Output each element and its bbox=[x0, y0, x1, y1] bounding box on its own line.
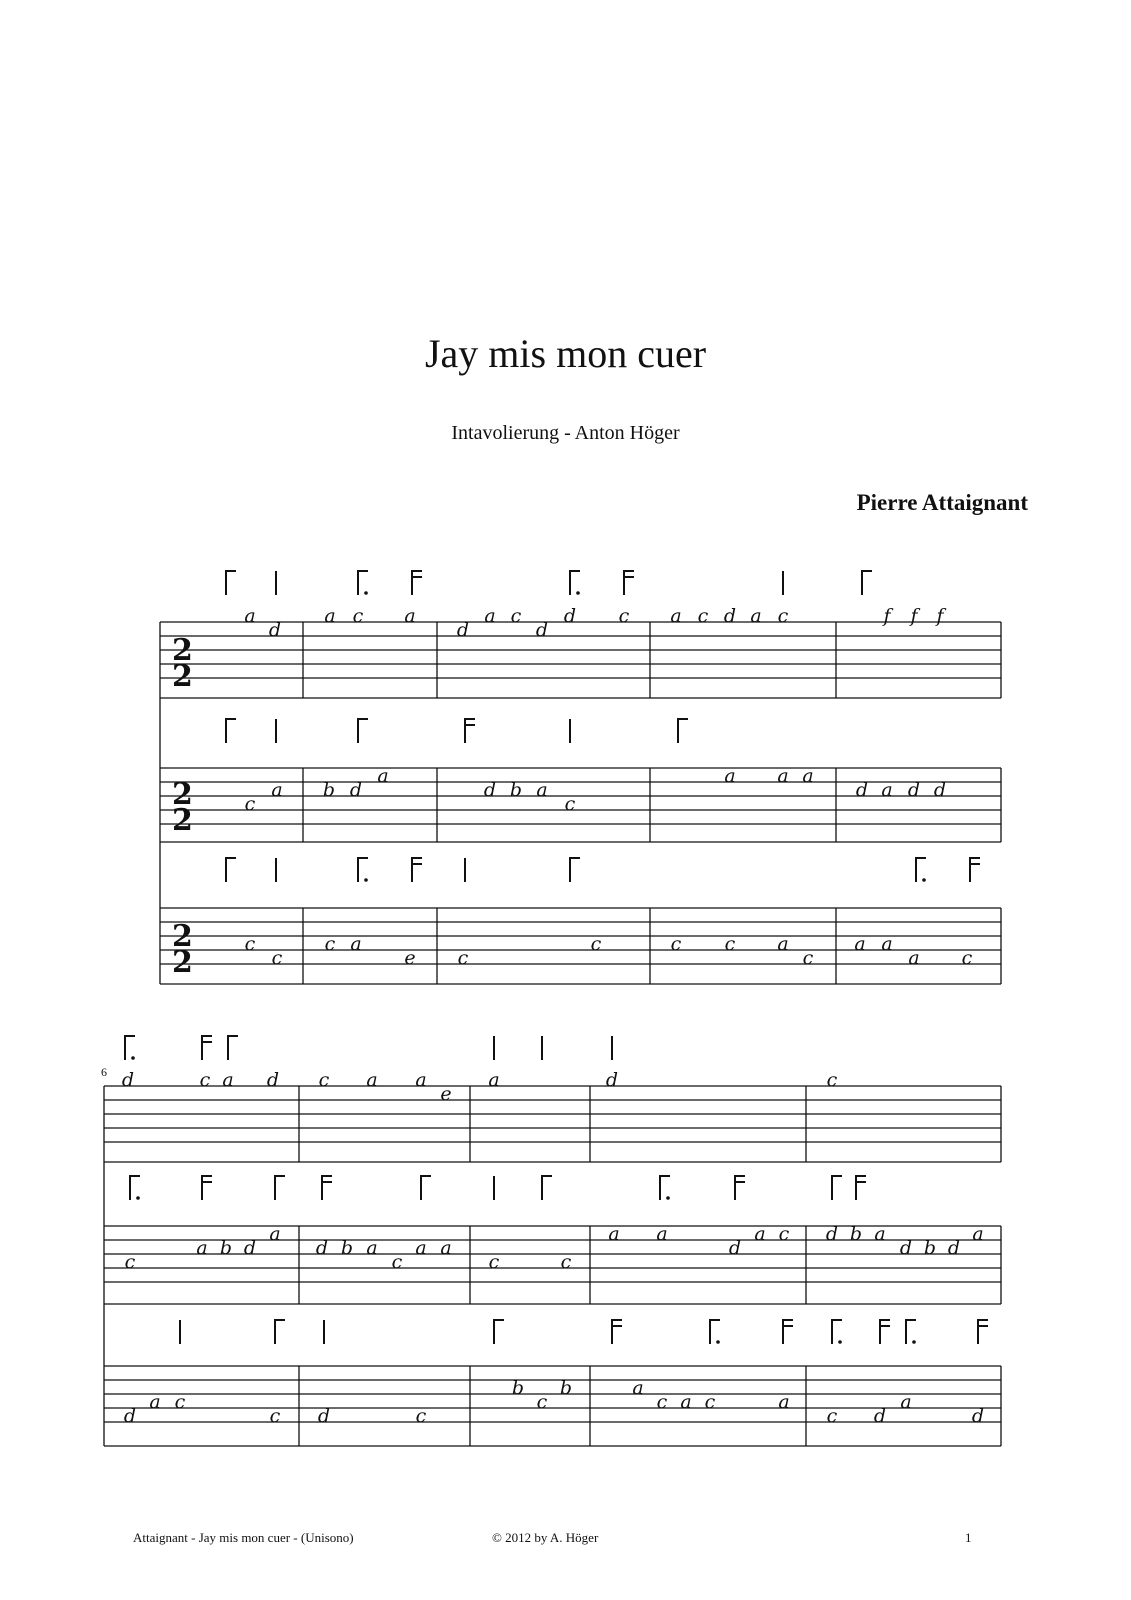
tab-letter: b bbox=[511, 1377, 525, 1399]
tab-letter: d bbox=[317, 1405, 331, 1427]
tab-letter: d bbox=[723, 605, 737, 627]
tab-letters-1-2 bbox=[245, 765, 946, 815]
tab-letter: d bbox=[971, 1405, 985, 1427]
tab-letter: b bbox=[340, 1237, 354, 1259]
tab-letter: a bbox=[608, 1223, 620, 1245]
rhythm-flag bbox=[412, 571, 422, 595]
rhythm-flag bbox=[275, 1176, 285, 1200]
rhythm-flag bbox=[624, 571, 634, 595]
tab-letter: c bbox=[324, 933, 336, 955]
tab-letter: a bbox=[670, 605, 682, 627]
rhythm-flag bbox=[412, 858, 422, 882]
tab-letter: c bbox=[961, 947, 973, 969]
tab-letter: c bbox=[564, 793, 576, 815]
system-1 bbox=[160, 622, 1001, 984]
tab-letter: c bbox=[697, 605, 709, 627]
tab-letter: c bbox=[778, 1223, 790, 1245]
tab-letter: c bbox=[826, 1405, 838, 1427]
tab-letter: a bbox=[271, 779, 283, 801]
tab-letter: c bbox=[391, 1251, 403, 1273]
rhythm-flag bbox=[275, 1320, 285, 1344]
subtitle: Intavolierung - Anton Höger bbox=[451, 422, 680, 444]
rhythm-dot bbox=[364, 878, 368, 882]
rhythm-dot bbox=[666, 1196, 670, 1200]
tab-letter: d bbox=[728, 1237, 742, 1259]
tab-letter: a bbox=[404, 605, 416, 627]
rhythm-flag bbox=[358, 719, 368, 743]
tab-letter: b bbox=[322, 779, 336, 801]
tab-letter: a bbox=[222, 1069, 234, 1091]
tab-letter: a bbox=[244, 605, 256, 627]
tab-letter: c bbox=[488, 1251, 500, 1273]
rhythm-flag bbox=[421, 1176, 431, 1200]
tab-letter: c bbox=[457, 947, 469, 969]
timesig-den-1: 2 bbox=[172, 659, 193, 694]
rhythm-flag bbox=[494, 1320, 504, 1344]
tab-letters-2-3 bbox=[124, 1377, 984, 1427]
tab-letter: c bbox=[199, 1069, 211, 1091]
tab-letter: c bbox=[124, 1251, 136, 1273]
rhythm-flag bbox=[612, 1320, 622, 1344]
composer: Pierre Attaignant bbox=[856, 490, 1028, 515]
time-signatures-system-1 bbox=[172, 633, 193, 980]
tab-letter: a bbox=[900, 1391, 912, 1413]
tab-letter: c bbox=[656, 1391, 668, 1413]
tab-letter: e bbox=[440, 1083, 452, 1105]
rhythm-flag bbox=[542, 1176, 552, 1200]
tab-letter: c bbox=[244, 793, 256, 815]
staff-2-2 bbox=[104, 1226, 1001, 1304]
tab-letter: a bbox=[656, 1223, 668, 1245]
rhythm-flag bbox=[970, 858, 980, 882]
tab-letter: a bbox=[908, 947, 920, 969]
tab-letter: c bbox=[826, 1069, 838, 1091]
tab-letter: a bbox=[324, 605, 336, 627]
rhythm-flag bbox=[862, 571, 872, 595]
tab-letter: e bbox=[404, 947, 416, 969]
staff-2-1 bbox=[104, 1086, 1001, 1162]
tab-letter: f bbox=[883, 605, 891, 627]
tab-letter: d bbox=[873, 1405, 887, 1427]
tab-letter: d bbox=[268, 619, 282, 641]
tab-letter: c bbox=[352, 605, 364, 627]
tab-letter: a bbox=[750, 605, 762, 627]
tab-letter: a bbox=[972, 1223, 984, 1245]
tab-letter: c bbox=[271, 947, 283, 969]
tab-letter: a bbox=[196, 1237, 208, 1259]
rhythm-dot bbox=[364, 591, 368, 595]
tab-letter: b bbox=[923, 1237, 937, 1259]
tab-letter: d bbox=[266, 1069, 280, 1091]
tab-letter: a bbox=[350, 933, 362, 955]
measure-number: 6 bbox=[101, 1065, 107, 1079]
rhythm-dot bbox=[136, 1196, 140, 1200]
tab-letter: a bbox=[724, 765, 736, 787]
tab-letter: b bbox=[219, 1237, 233, 1259]
tab-letter: a bbox=[632, 1377, 644, 1399]
timesig-den-3: 2 bbox=[172, 945, 193, 980]
tab-letter: a bbox=[149, 1391, 161, 1413]
rhythm-flag bbox=[735, 1176, 745, 1200]
tab-letter: c bbox=[536, 1391, 548, 1413]
tab-letter: c bbox=[618, 605, 630, 627]
rhythm-flag bbox=[978, 1320, 988, 1344]
tab-letter: c bbox=[415, 1405, 427, 1427]
tab-letter: a bbox=[881, 933, 893, 955]
tab-letter: b bbox=[509, 779, 523, 801]
rhythm-dots-system-1 bbox=[364, 591, 926, 882]
tab-letter: d bbox=[243, 1237, 257, 1259]
timesig-den-2: 2 bbox=[172, 803, 193, 838]
tab-letter: d bbox=[899, 1237, 913, 1259]
tab-letter: a bbox=[802, 765, 814, 787]
tab-letter: c bbox=[269, 1405, 281, 1427]
rhythm-flag bbox=[832, 1176, 842, 1200]
staff-1-1 bbox=[160, 622, 1001, 698]
tab-letter: a bbox=[484, 605, 496, 627]
tab-letter: a bbox=[269, 1223, 281, 1245]
rhythm-flag bbox=[202, 1036, 212, 1060]
tab-letter: a bbox=[415, 1069, 427, 1091]
timesig-num-1: 2 bbox=[172, 633, 193, 668]
page-number: 1 bbox=[965, 1530, 972, 1545]
tab-letter: c bbox=[174, 1391, 186, 1413]
tab-letter: c bbox=[560, 1251, 572, 1273]
tab-letter: a bbox=[377, 765, 389, 787]
tab-letter: b bbox=[849, 1223, 863, 1245]
rhythm-flag bbox=[570, 858, 580, 882]
rhythm-dot bbox=[576, 591, 580, 595]
tab-letter: a bbox=[536, 779, 548, 801]
tab-letter: c bbox=[802, 947, 814, 969]
tab-letter: a bbox=[777, 933, 789, 955]
rhythm-dot bbox=[716, 1340, 720, 1344]
tab-letter: f bbox=[910, 605, 918, 627]
rhythm-flag bbox=[678, 719, 688, 743]
tab-letter: d bbox=[933, 779, 947, 801]
tab-letter: d bbox=[907, 779, 921, 801]
tab-letter: d bbox=[825, 1223, 839, 1245]
tab-letter: d bbox=[121, 1069, 135, 1091]
tab-letter: d bbox=[535, 619, 549, 641]
footer-copyright: © 2012 by A. Höger bbox=[492, 1530, 599, 1545]
tab-letter: c bbox=[318, 1069, 330, 1091]
tab-letters-2-2 bbox=[125, 1223, 984, 1273]
tab-letter: a bbox=[488, 1069, 500, 1091]
tab-letter: d bbox=[483, 779, 497, 801]
tab-letter: d bbox=[947, 1237, 961, 1259]
tab-letter: c bbox=[704, 1391, 716, 1413]
rhythm-flag bbox=[783, 1320, 793, 1344]
tab-letter: a bbox=[754, 1223, 766, 1245]
tab-letter: d bbox=[605, 1069, 619, 1091]
tab-letter: d bbox=[123, 1405, 137, 1427]
system-2 bbox=[104, 1086, 1001, 1446]
tab-letter: a bbox=[881, 779, 893, 801]
rhythm-flag bbox=[226, 571, 236, 595]
rhythm-flag bbox=[228, 1036, 238, 1060]
rhythm-flag bbox=[465, 719, 475, 743]
tab-letter: a bbox=[778, 1391, 790, 1413]
timesig-num-2: 2 bbox=[172, 777, 193, 812]
rhythm-dot bbox=[131, 1056, 135, 1060]
tab-letter: b bbox=[559, 1377, 573, 1399]
page-title: Jay mis mon cuer bbox=[424, 331, 707, 376]
rhythm-flag bbox=[226, 858, 236, 882]
tab-letter: a bbox=[854, 933, 866, 955]
footer-left: Attaignant - Jay mis mon cuer - (Unisono) bbox=[133, 1530, 354, 1545]
tab-letter: a bbox=[366, 1069, 378, 1091]
timesig-num-3: 2 bbox=[172, 919, 193, 954]
tab-letter: c bbox=[724, 933, 736, 955]
tab-letter: d bbox=[315, 1237, 329, 1259]
rhythm-flag bbox=[856, 1176, 866, 1200]
tab-letter: a bbox=[366, 1237, 378, 1259]
staff-2-3 bbox=[104, 1366, 1001, 1446]
tab-letter: d bbox=[855, 779, 869, 801]
tab-letter: c bbox=[777, 605, 789, 627]
tab-letter: f bbox=[936, 605, 944, 627]
tab-letter: d bbox=[349, 779, 363, 801]
staff-1-2 bbox=[160, 768, 1001, 842]
tab-letter: c bbox=[670, 933, 682, 955]
staff-1-3 bbox=[160, 908, 1001, 984]
rhythm-flags-system-1 bbox=[226, 571, 980, 882]
tab-letter: d bbox=[563, 605, 577, 627]
rhythm-dots-system-2 bbox=[131, 1056, 916, 1344]
rhythm-dot bbox=[912, 1340, 916, 1344]
tab-letter: a bbox=[874, 1223, 886, 1245]
tab-letter: d bbox=[456, 619, 470, 641]
rhythm-dot bbox=[922, 878, 926, 882]
tab-letter: a bbox=[415, 1237, 427, 1259]
rhythm-flag bbox=[226, 719, 236, 743]
tab-letter: a bbox=[440, 1237, 452, 1259]
tab-letter: c bbox=[590, 933, 602, 955]
rhythm-flags-system-2 bbox=[125, 1036, 988, 1344]
rhythm-flag bbox=[880, 1320, 890, 1344]
tab-letter: a bbox=[680, 1391, 692, 1413]
rhythm-flag bbox=[202, 1176, 212, 1200]
rhythm-flag bbox=[322, 1176, 332, 1200]
tab-letter: c bbox=[244, 933, 256, 955]
tab-letter: c bbox=[510, 605, 522, 627]
tab-letter: a bbox=[777, 765, 789, 787]
rhythm-dot bbox=[838, 1340, 842, 1344]
